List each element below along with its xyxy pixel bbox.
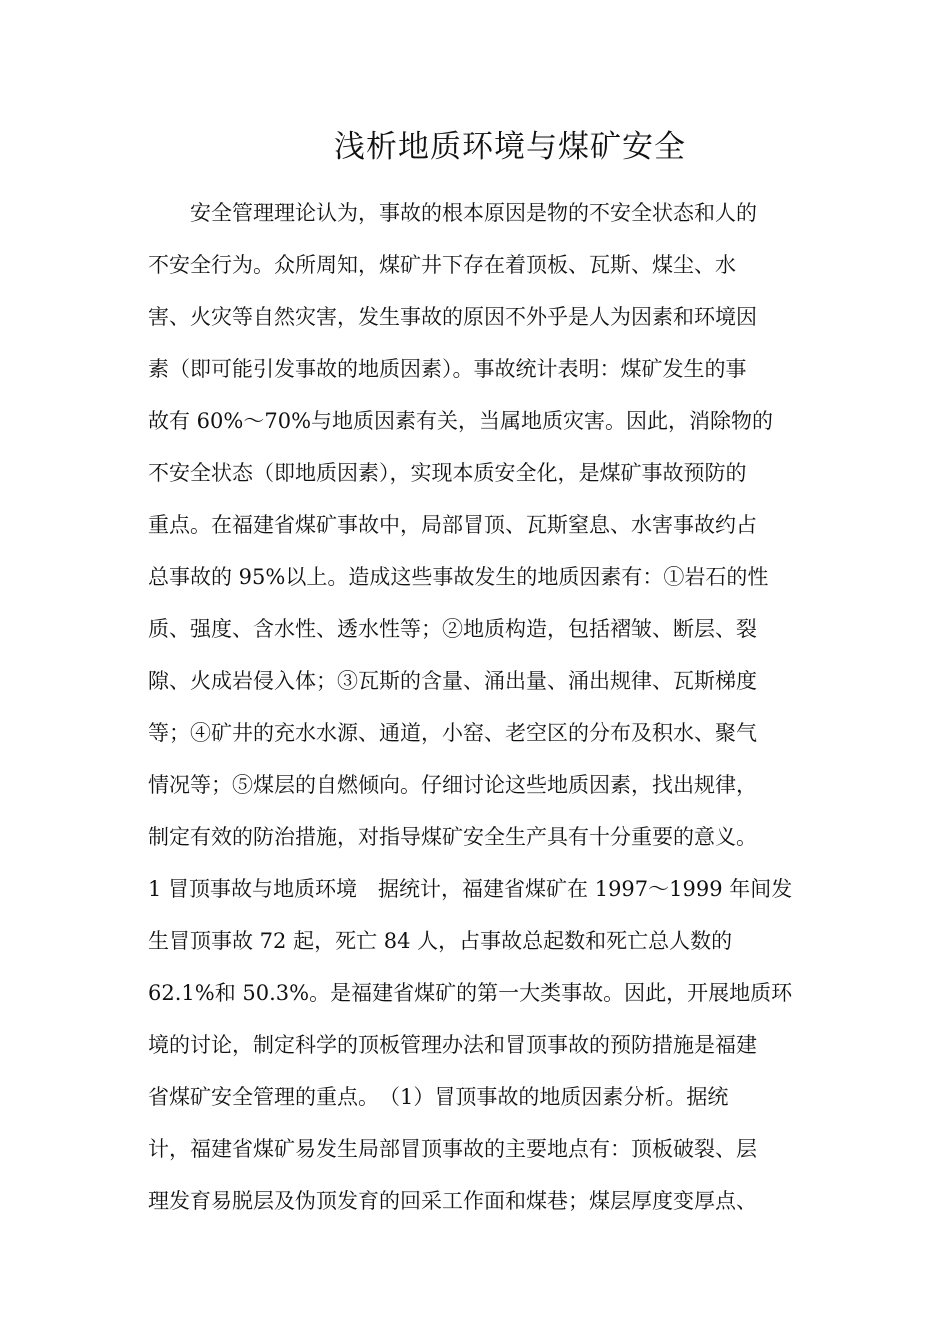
body-line: 素（即可能引发事故的地质因素）。事故统计表明：煤矿发生的事 (148, 357, 747, 381)
body-line: 省煤矿安全管理的重点。 （1）冒顶事故的地质因素分析。据统 (148, 1085, 729, 1109)
body-text (148, 187, 818, 1227)
document-title: 浅析地质环境与煤矿安全 (334, 129, 686, 165)
body-line: 安全管理理论认为，事故的根本原因是物的不安全状态和人的 (148, 201, 757, 225)
body-line: 等；④矿井的充水水源、通道，小窑、老空区的分布及积水、聚气 (148, 721, 757, 745)
body-line: 62.1%和 50.3%。是福建省煤矿的第一大类事故。因此，开展地质环 (148, 981, 793, 1005)
body-line: 重点。在福建省煤矿事故中，局部冒顶、瓦斯窒息、水害事故约占 (148, 513, 757, 537)
body-line: 故有 60%～70%与地质因素有关，当属地质灾害。因此，消除物的 (148, 409, 774, 433)
body-line: 隙、火成岩侵入体；③瓦斯的含量、涌出量、涌出规律、瓦斯梯度 (148, 669, 757, 693)
section-heading-line: 1 冒顶事故与地质环境 据统计，福建省煤矿在 1997～1999 年间发 (148, 877, 793, 901)
body-line: 总事故的 95%以上。造成这些事故发生的地质因素有：①岩石的性 (148, 565, 769, 589)
body-line: 理发育易脱层及伪顶发育的回采工作面和煤巷；煤层厚度变厚点、 (148, 1189, 757, 1213)
body-line: 不安全行为。众所周知，煤矿井下存在着顶板、瓦斯、煤尘、水 (148, 253, 736, 277)
body-line: 情况等；⑤煤层的自燃倾向。仔细讨论这些地质因素，找出规律， (148, 773, 757, 797)
body-line: 害、火灾等自然灾害，发生事故的原因不外乎是人为因素和环境因 (148, 305, 757, 329)
body-line: 质、强度、含水性、透水性等；②地质构造，包括褶皱、断层、裂 (148, 617, 757, 641)
body-line: 计，福建省煤矿易发生局部冒顶事故的主要地点有：顶板破裂、层 (148, 1137, 757, 1161)
body-line: 境的讨论，制定科学的顶板管理办法和冒顶事故的预防措施是福建 (148, 1033, 757, 1057)
body-line: 不安全状态（即地质因素），实现本质安全化，是煤矿事故预防的 (148, 461, 747, 485)
body-line: 生冒顶事故 72 起，死亡 84 人，占事故总起数和死亡总人数的 (148, 929, 733, 953)
body-line: 制定有效的防治措施，对指导煤矿安全生产具有十分重要的意义。 (148, 825, 757, 849)
